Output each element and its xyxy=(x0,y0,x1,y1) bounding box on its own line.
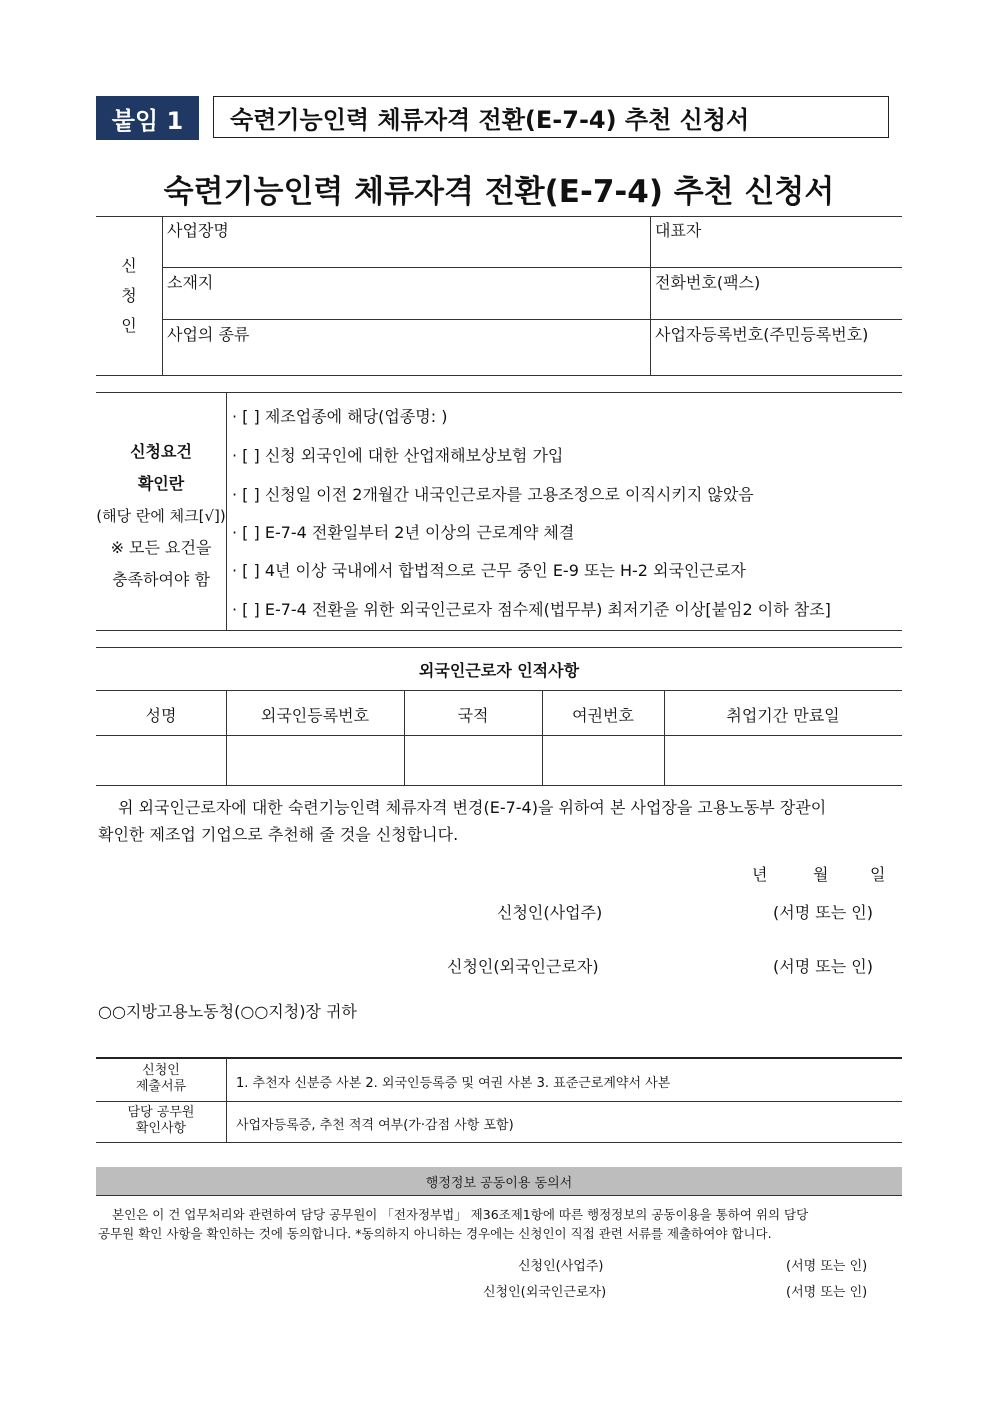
officer-checks: 사업자등록증, 추천 적격 여부(가·감점 사항 포함) xyxy=(236,1118,514,1133)
worker-nationality-cell[interactable] xyxy=(405,736,541,784)
addressee: ○○지방고용노동청(○○지청)장 귀하 xyxy=(98,1002,357,1021)
requirements-note: 충족하여야 함 xyxy=(112,570,210,589)
rule xyxy=(96,216,902,217)
representative-field[interactable]: 대표자 xyxy=(655,221,702,240)
requirement-checkbox[interactable]: · [ ] 제조업종에 해당(업종명: ) xyxy=(232,407,448,426)
requirements-note: ※ 모든 요건을 xyxy=(110,538,212,557)
worker-expiry-cell[interactable] xyxy=(665,736,901,784)
consent-line: 본인은 이 건 업무처리와 관련하여 담당 공무원이 「전자정부법」 제36조제1항에 따른 행정정보의 공동이용을 통하여 위의 담당 xyxy=(112,1207,809,1222)
signer-employer-label: 신청인(사업주) xyxy=(497,903,603,922)
consent-line: 공무원 확인 사항을 확인하는 것에 동의합니다. *동의하지 아니하는 경우에는 신청인이 직접 관련 서류를 제출하여야 합니다. xyxy=(98,1226,772,1241)
requirement-checkbox[interactable]: · [ ] 신청일 이전 2개월간 내국인근로자를 고용조정으로 이직시키지 않았음 xyxy=(232,485,754,504)
worker-section-heading: 외국인근로자 인적사항 xyxy=(418,661,580,680)
rule xyxy=(650,216,651,375)
phone-field[interactable]: 전화번호(팩스) xyxy=(655,273,761,292)
rule xyxy=(226,1058,227,1142)
consent-signer-employer: 신청인(사업주) xyxy=(518,1259,604,1274)
address-field[interactable]: 소재지 xyxy=(167,273,214,292)
rule xyxy=(226,392,227,630)
column-header-registration: 외국인등록번호 xyxy=(260,706,370,725)
rule xyxy=(96,630,902,631)
rule xyxy=(96,1101,902,1102)
rule xyxy=(96,690,902,691)
rule xyxy=(96,1057,902,1059)
requirements-hint: (해당 란에 체크[√]) xyxy=(96,507,226,525)
signature-worker[interactable]: (서명 또는 인) xyxy=(773,957,873,976)
documents-required: 1. 추천자 신분증 사본 2. 외국인등록증 및 여권 사본 3. 표준근로계약서 사본 xyxy=(236,1076,671,1091)
document-title: 숙련기능인력 체류자격 전환(E-7-4) 추천 신청서 xyxy=(163,174,835,210)
column-header-passport: 여권번호 xyxy=(572,706,634,725)
statement-line: 위 외국인근로자에 대한 숙련기능인력 체류자격 변경(E-7-4)을 위하여 본 사업장을 고용노동부 장관이 xyxy=(118,798,827,817)
column-header-name: 성명 xyxy=(145,706,177,725)
officer-row-label xyxy=(96,1105,226,1137)
signature-employer[interactable]: (서명 또는 인) xyxy=(773,903,873,922)
rule xyxy=(162,267,902,268)
documents-row-label-line: 제출서류 xyxy=(135,1079,187,1094)
date-year[interactable]: 년 xyxy=(752,865,768,884)
statement-line: 확인한 제조업 기업으로 추천해 줄 것을 신청합니다. xyxy=(98,825,459,844)
rule xyxy=(96,375,902,376)
applicant-side-char: 청 xyxy=(121,286,137,305)
date-month[interactable]: 월 xyxy=(813,865,829,884)
worker-registration-cell[interactable] xyxy=(227,736,403,784)
documents-row-label-line: 신청인 xyxy=(142,1063,180,1078)
officer-row-label-line: 담당 공무원 xyxy=(127,1105,195,1120)
rule xyxy=(96,785,902,786)
attachment-badge: 붙임 1 xyxy=(96,96,199,140)
requirement-checkbox[interactable]: · [ ] E-7-4 전환일부터 2년 이상의 근로계약 체결 xyxy=(232,523,575,542)
applicant-side-char: 신 xyxy=(121,256,137,275)
rule xyxy=(96,1142,902,1143)
requirements-side-label xyxy=(96,436,226,596)
officer-row-label-line: 확인사항 xyxy=(135,1121,187,1136)
column-header-expiry: 취업기간 만료일 xyxy=(726,706,840,725)
business-name-field[interactable]: 사업장명 xyxy=(167,221,229,240)
date-day[interactable]: 일 xyxy=(870,865,886,884)
rule xyxy=(96,392,902,393)
rule xyxy=(162,319,902,320)
consent-heading: 행정정보 공동이용 동의서 xyxy=(96,1167,902,1195)
requirements-label: 신청요건 xyxy=(130,442,192,461)
requirement-checkbox[interactable]: · [ ] E-7-4 전환을 위한 외국인근로자 점수제(법무부) 최저기준 이상[붙임2 이하 참조] xyxy=(232,600,831,619)
header-title-box: 숙련기능인력 체류자격 전환(E-7-4) 추천 신청서 xyxy=(213,96,889,138)
applicant-side-char: 인 xyxy=(121,316,137,335)
business-type-field[interactable]: 사업의 종류 xyxy=(167,325,250,344)
rule xyxy=(162,216,163,375)
rule xyxy=(96,647,902,648)
rule xyxy=(96,1195,902,1196)
worker-name-cell[interactable] xyxy=(97,736,225,784)
worker-passport-cell[interactable] xyxy=(543,736,663,784)
consent-signature-employer[interactable]: (서명 또는 인) xyxy=(786,1259,868,1274)
requirements-label: 확인란 xyxy=(137,474,185,493)
documents-row-label xyxy=(96,1063,226,1095)
registration-number-field[interactable]: 사업자등록번호(주민등록번호) xyxy=(655,325,869,344)
consent-signature-worker[interactable]: (서명 또는 인) xyxy=(786,1285,868,1300)
requirement-checkbox[interactable]: · [ ] 4년 이상 국내에서 합법적으로 근무 중인 E-9 또는 H-2 외국인근로자 xyxy=(232,561,746,580)
consent-signer-worker: 신청인(외국인근로자) xyxy=(483,1285,607,1300)
applicant-side-label xyxy=(96,217,162,375)
requirement-checkbox[interactable]: · [ ] 신청 외국인에 대한 산업재해보상보험 가입 xyxy=(232,446,564,465)
column-header-nationality: 국적 xyxy=(457,706,489,725)
signer-worker-label: 신청인(외국인근로자) xyxy=(447,957,599,976)
